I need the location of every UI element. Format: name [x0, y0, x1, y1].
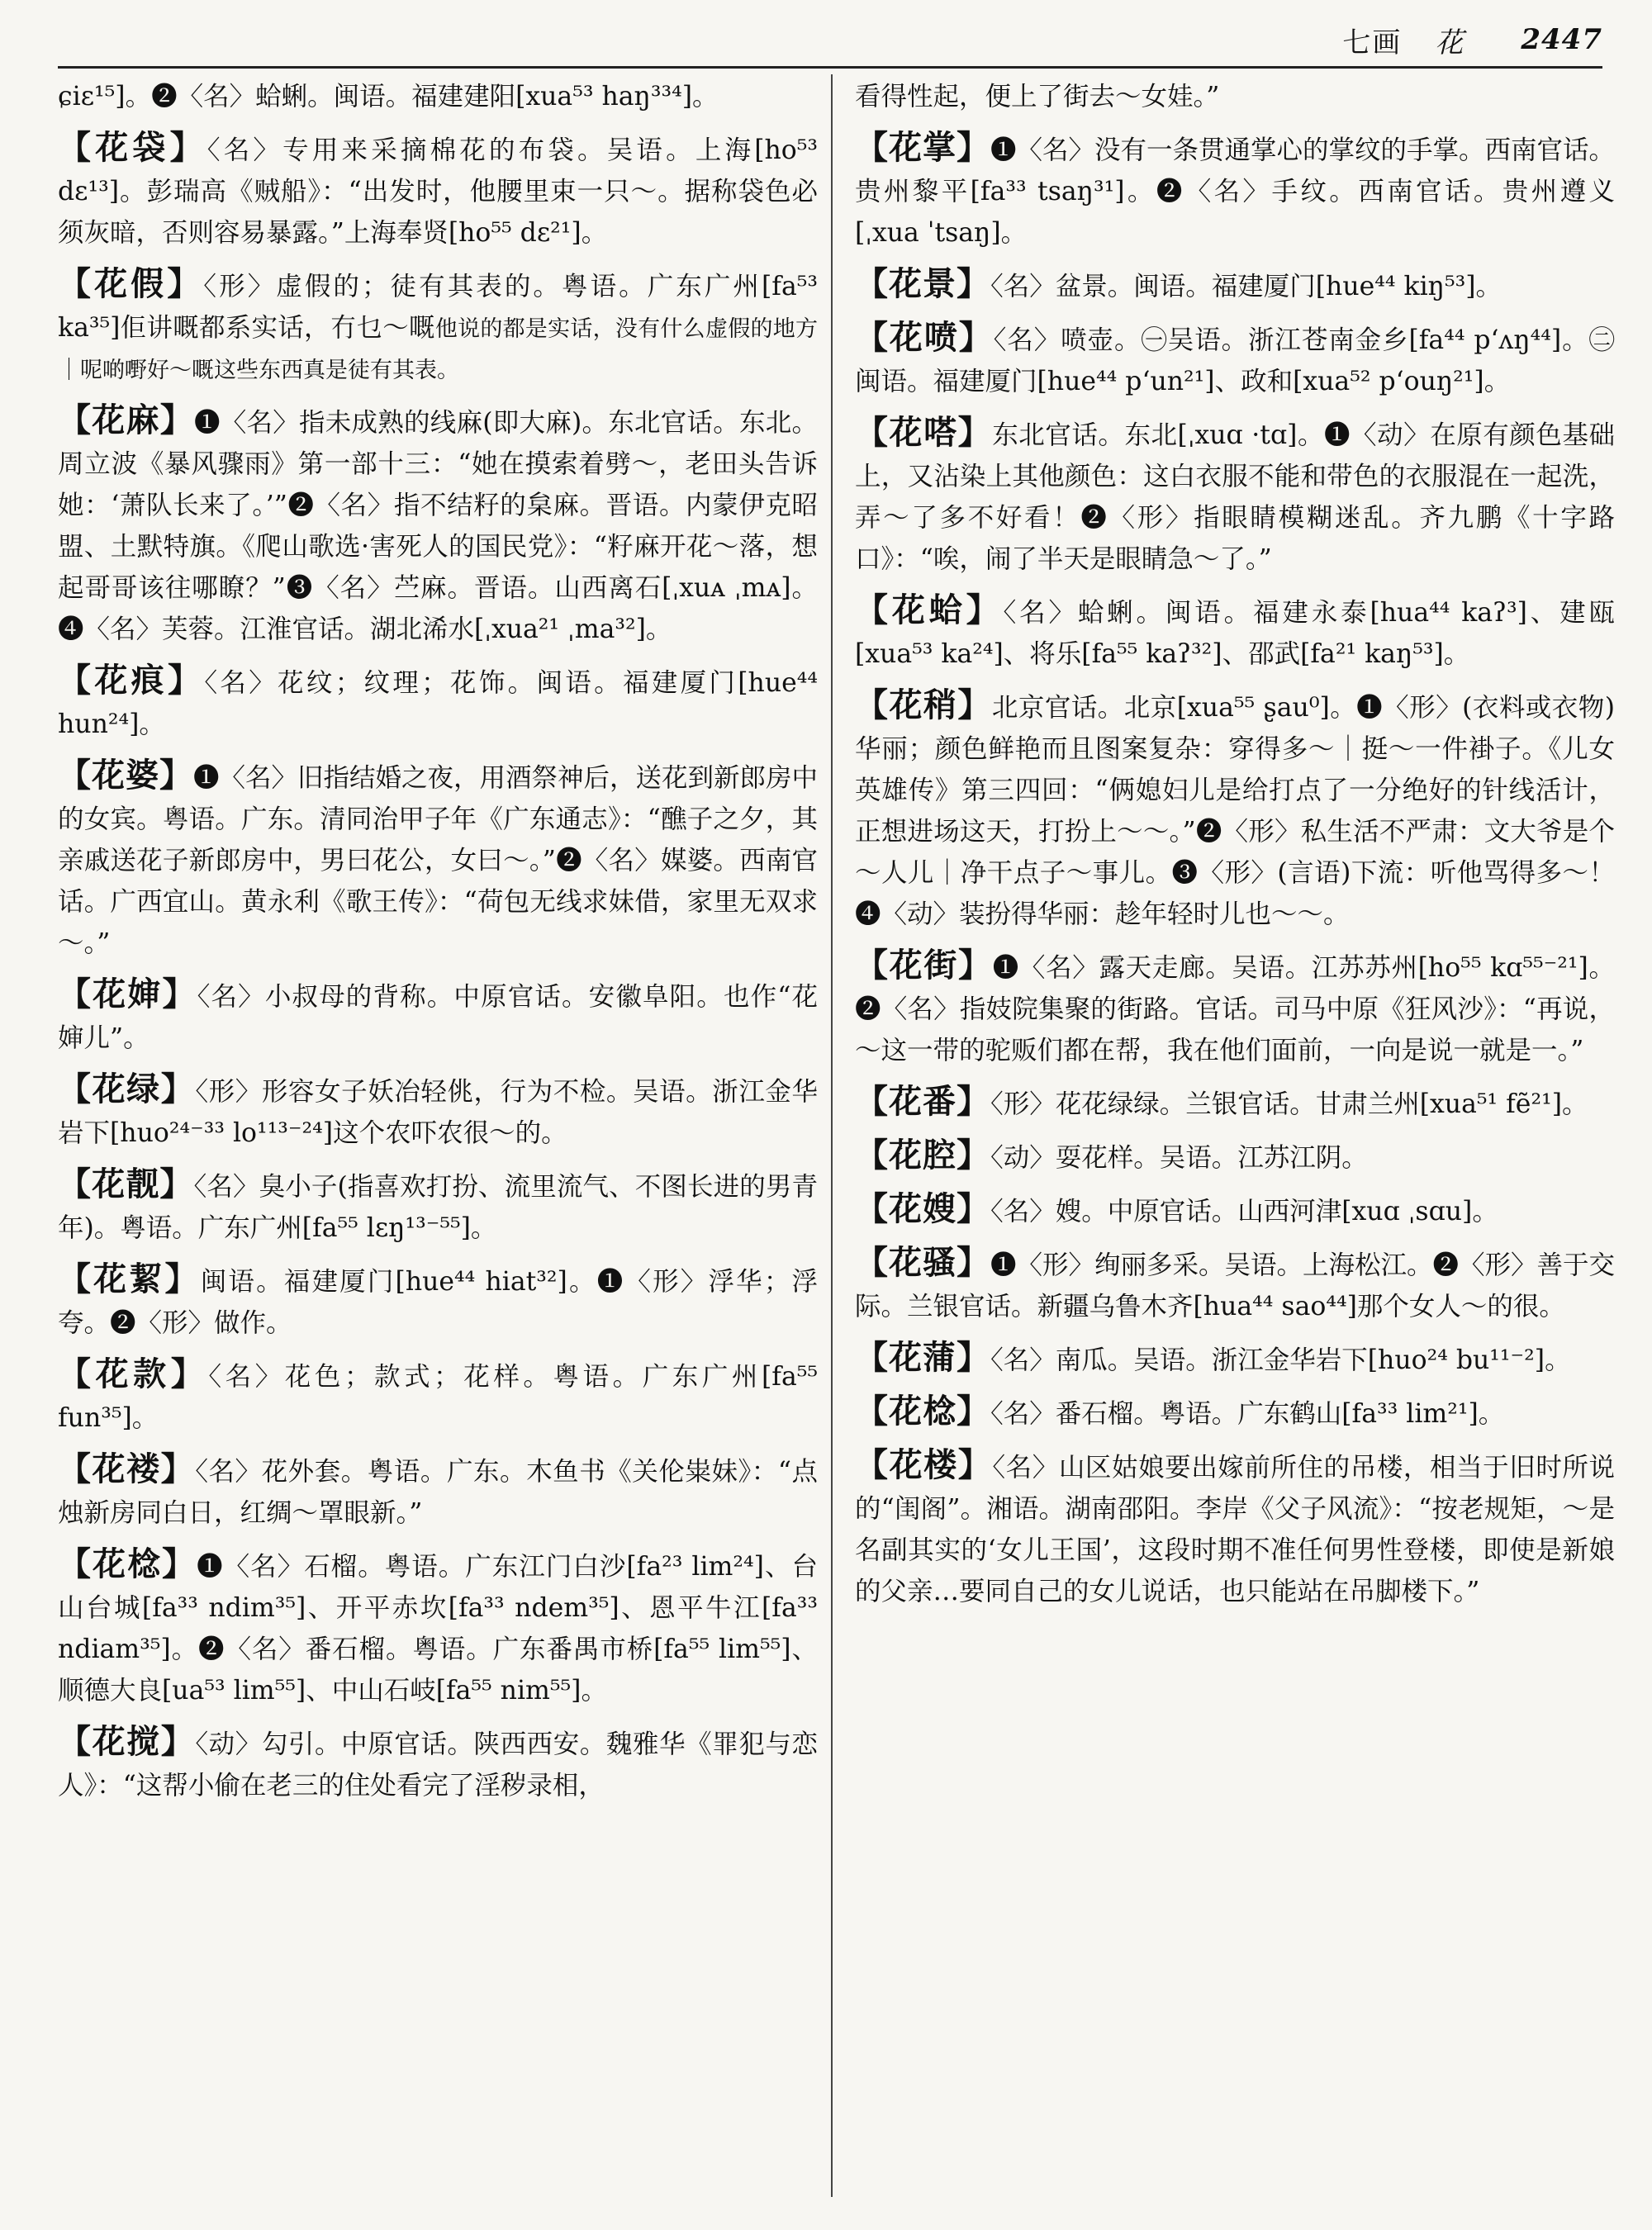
entry-text: ɕiɛ¹⁵]。❷〈名〉蛤蜊。闽语。福建建阳[xua⁵³ haŋ³³⁴]。: [58, 82, 719, 112]
page-number: 2447: [1521, 23, 1602, 56]
entry: [855, 685, 1615, 935]
entry-text: 〈形〉形容女子妖冶轻佻，行为不检。吴语。浙江金华岩下[huo²⁴⁻³³ lo¹¹³⁻²⁴]这个农吓农很～的。: [58, 1077, 818, 1148]
headword: 【花婶】: [58, 975, 197, 1013]
entry: [855, 590, 1615, 675]
entry: [855, 945, 1615, 1071]
entry-text: 〈名〉臭小子(指喜欢打扮、流里流气、不图长进的男青年)。粤语。广东广州[fa⁵⁵ lɛŋ¹³⁻⁵⁵]。: [58, 1172, 819, 1243]
page-header: [58, 15, 1602, 64]
entry: [58, 400, 818, 650]
entry-text: 〈名〉花外套。粤语。广东。木鱼书《关伦粜妹》：“点烛新房同白日，红绸～罩眼新。”: [58, 1457, 819, 1528]
entry: [58, 1164, 818, 1249]
entry-text: ❶〈名〉指未成熟的线麻(即大麻)。东北官话。东北。周立波《暴风骤雨》第一部十三：“她在摸索着劈～，老田头告诉她：‘萧队长来了。’”❷〈名〉指不结籽的枲麻。晋语。内蒙伊克昭盟、土默特旗。《爬山歌选·害死人的国民党》：“籽麻开花～落，想起哥哥该往哪瞭？”❸〈名〉苎麻。晋语。山西离石[ˌxuᴀ ˌmᴀ]。❹〈名〉芙蓉。江淮官话。湖北浠水[ˌxua²¹ ˌma³²]。: [58, 408, 819, 644]
entry-text: 〈名〉小叔母的背称。中原官话。安徽阜阳。也作“花婶儿”。: [58, 982, 819, 1053]
entry: [58, 263, 818, 390]
entry: [855, 127, 1615, 254]
entry: [855, 263, 1615, 307]
headword: 【花嗒】: [855, 413, 993, 452]
right-column: [855, 76, 1615, 1622]
entry: [58, 76, 818, 117]
header-rule: [58, 66, 1602, 69]
headword: 【花嫂】: [855, 1189, 990, 1228]
entry-text: 〈名〉专用来采摘棉花的布袋。吴语。上海[ho⁵³ dɛ¹³]。彭瑞高《贼船》：“出发时，他腰里束一只～。据称袋色必须灰暗，否则容易暴露。”上海奉贤[ho⁵⁵ dɛ²¹]。: [58, 135, 818, 248]
entry-text: 〈名〉蛤蜊。闽语。福建永泰[hua⁴⁴ kaʔ³]、建瓯[xua⁵³ ka²⁴]、将乐[fa⁵⁵ kaʔ³²]、邵武[fa²¹ kaŋ⁵³]。: [855, 598, 1616, 669]
entry: [58, 1721, 818, 1806]
entry-text: ❶〈名〉露天走廊。吴语。江苏苏州[ho⁵⁵ kɑ⁵⁵⁻²¹]。❷〈名〉指妓院集聚的街路。官话。司马中原《狂风沙》：“再说，～这一带的驼贩们都在帮，我在他们面前，一向是说一就是一。”: [855, 953, 1615, 1065]
entry: [58, 127, 818, 254]
entry-text: ❶〈名〉没有一条贯通掌心的掌纹的手掌。西南官话。贵州黎平[fa³³ tsaŋ³¹]。❷〈名〉手纹。西南官话。贵州遵义[ˌxua ˈtsaŋ]。: [855, 135, 1616, 248]
gloss-text: 他说的都是实话，没有什么虚假的地方｜呢啲嘢好～嘅这些东西真是徒有其表。: [58, 316, 818, 383]
headword: 【花婆】: [58, 756, 193, 795]
entry: [58, 974, 818, 1059]
entry-text: 〈名〉嫂。中原官话。山西河津[xuɑ ˌsɑu]。: [990, 1197, 1498, 1226]
headword: 【花蛤】: [855, 591, 1004, 629]
headword: 【花靓】: [58, 1165, 194, 1203]
entry: [855, 412, 1615, 580]
headword: 【花蒲】: [855, 1338, 990, 1377]
entry: [855, 1445, 1615, 1612]
headword: 【花番】: [855, 1082, 990, 1121]
headword: 【花絜】: [58, 1260, 201, 1298]
headword: 【花麻】: [58, 401, 194, 439]
headword: 【花景】: [855, 264, 990, 303]
left-column: [58, 76, 818, 1816]
headword: 【花假】: [58, 264, 204, 303]
entry-text: 〈形〉花花绿绿。兰银官话。甘肃兰州[xua⁵¹ fẽ²¹]。: [990, 1089, 1588, 1119]
section-label: 七画: [1342, 26, 1403, 59]
entry: [58, 1259, 818, 1344]
entry-text: 〈名〉花纹；纹理；花饰。闽语。福建厦门[hue⁴⁴ hun²⁴]。: [58, 668, 819, 739]
entry-text: ❶〈名〉石榴。粤语。广东江门白沙[fa²³ lim²⁴]、台山台城[fa³³ ndim³⁵]、开平赤坎[fa³³ ndem³⁵]、恩平牛江[fa³³ ndiam³⁵]。❷〈名〉番石榴。粤语。广东番禺市桥[fa⁵⁵ lim⁵⁵]、顺德大良[ua⁵³ lim⁵⁵]、中山石岐[fa⁵⁵ nim⁵⁵]。: [58, 1552, 819, 1706]
entry: [855, 1337, 1615, 1381]
entry: [58, 1449, 818, 1534]
entry: [58, 1544, 818, 1711]
entry-text: 〈名〉喷壶。㊀吴语。浙江苍南金乡[fa⁴⁴ pʻʌŋ⁴⁴]。㊁闽语。福建厦门[hue⁴⁴ pʻun²¹]、政和[xua⁵² pʻouŋ²¹]。: [855, 325, 1616, 396]
entry-text: 〈名〉盆景。闽语。福建厦门[hue⁴⁴ kiŋ⁵³]。: [990, 272, 1502, 301]
entry: [855, 1189, 1615, 1232]
headword: 【花喷】: [855, 318, 994, 357]
entry: [855, 1135, 1615, 1179]
headword: 【花掌】: [855, 128, 990, 167]
entry-text: ❶〈形〉绚丽多采。吴语。上海松江。❷〈形〉善于交际。兰银官话。新疆乌鲁木齐[hua⁴⁴ sao⁴⁴]那个女人～的很。: [855, 1250, 1616, 1321]
entry: [58, 755, 818, 964]
entry-text: 北京官话。北京[xua⁵⁵ ʂau⁰]。❶〈形〉(衣料或衣物)华丽；颜色鲜艳而且图案复杂：穿得多～｜挺～一件褂子。《儿女英雄传》第三四回：“俩媳妇儿是给打点了一分绝好的针线活计，正想进场这天，打扮上～～。”❷〈形〉私生活不严肃：文大爷是个～人儿｜净干点子～事儿。❸〈形〉(言语)下流：听他骂得多～！❹〈动〉装扮得华丽：趁年轻时儿也～～。: [855, 693, 1616, 929]
entry: [855, 76, 1615, 117]
header-character: 花: [1435, 26, 1464, 59]
headword: 【花褛】: [58, 1450, 196, 1488]
entry-text: 看得性起，便上了街去～女娃。”: [855, 82, 1220, 112]
entry-text: 〈形〉虚假的；徒有其表的。粤语。广东广州[fa⁵³ ka³⁵]佢讲嘅都系实话，冇乜～嘅: [58, 272, 818, 343]
headword: 【花稍】: [855, 686, 992, 724]
entry-text: 〈动〉耍花样。吴语。江苏江阴。: [990, 1143, 1368, 1173]
entry-text: 〈动〉勾引。中原官话。陕西西安。魏雅华《罪犯与恋人》：“这帮小偷在老三的住处看完了淫秽录相，: [58, 1729, 818, 1801]
headword: 【花街】: [855, 946, 993, 985]
entry: [855, 317, 1615, 402]
entry-text: 〈名〉番石榴。粤语。广东鹤山[fa³³ lim²¹]。: [990, 1399, 1505, 1429]
headword: 【花痕】: [58, 661, 205, 700]
headword: 【花楼】: [855, 1445, 993, 1484]
entry-text: ❶〈名〉旧指结婚之夜，用酒祭神后，送花到新郎房中的女宾。粤语。广东。清同治甲子年《广东通志》：“醮子之夕，其亲戚送花子新郎房中，男曰花公，女曰～。”❷〈名〉媒婆。西南官话。广西宜山。黄永利《歌王传》：“荷包无线求妹借，家里无双求～。”: [58, 763, 819, 958]
headword: 【花棯】: [58, 1544, 197, 1583]
headword: 【花搅】: [58, 1722, 196, 1761]
entry-text: 〈名〉山区姑娘要出嫁前所住的吊楼，相当于旧时所说的“闺阁”。湘语。湖南邵阳。李岸《父子风流》：“按老规矩，～是名副其实的‘女儿王国’，这段时期不准任何男性登楼，即使是新娘的父亲…要同自己的女儿说话，也只能站在吊脚楼下。”: [855, 1453, 1615, 1606]
entry-text: 〈名〉花色；款式；花样。粤语。广东广州[fa⁵⁵ fun³⁵]。: [58, 1362, 818, 1433]
headword: 【花袋】: [58, 128, 207, 167]
entry: [58, 1354, 818, 1439]
entry-text: 〈名〉南瓜。吴语。浙江金华岩下[huo²⁴ bu¹¹⁻²]。: [990, 1345, 1571, 1375]
headword: 【花绿】: [58, 1070, 196, 1108]
entry: [855, 1391, 1615, 1435]
entry: [58, 660, 818, 745]
headword: 【花款】: [58, 1355, 209, 1393]
column-divider: [831, 74, 833, 2197]
headword: 【花腔】: [855, 1136, 990, 1174]
entry: [58, 1069, 818, 1154]
entry: [855, 1242, 1615, 1327]
entry-text: 闽语。福建厦门[hue⁴⁴ hiat³²]。❶〈形〉浮华；浮夸。❷〈形〉做作。: [58, 1267, 819, 1338]
headword: 【花棯】: [855, 1392, 990, 1431]
entry: [855, 1081, 1615, 1125]
headword: 【花骚】: [855, 1243, 990, 1282]
entry-text: 东北官话。东北[ˌxuɑ ·tɑ]。❶〈动〉在原有颜色基础上，又沾染上其他颜色：这白衣服不能和带色的衣服混在一起洗，弄～了多不好看！❷〈形〉指眼睛模糊迷乱。齐九鹏《十字路口》：“唉，闹了半天是眼睛急～了。”: [855, 420, 1615, 574]
